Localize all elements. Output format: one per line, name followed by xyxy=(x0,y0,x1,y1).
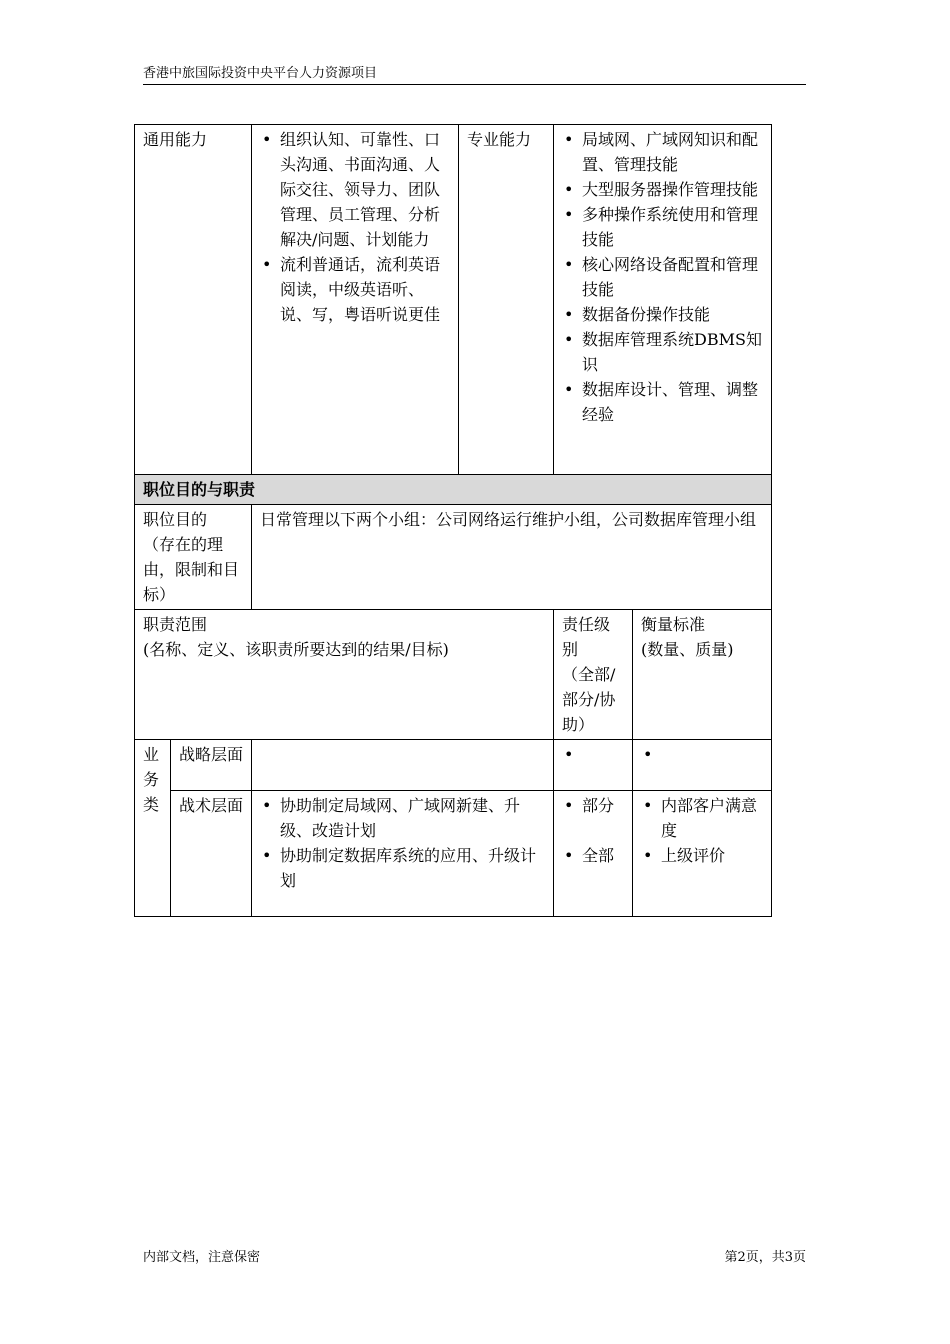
professional-ability-item: • 核心网络设备配置和管理技能 xyxy=(562,252,763,302)
footer-confidential: 内部文档，注意保密 xyxy=(143,1250,261,1265)
measure-standard-header xyxy=(633,610,772,740)
strategic-measure xyxy=(633,740,772,791)
strategic-level xyxy=(554,740,633,791)
business-category: 业务类 xyxy=(135,740,171,917)
responsibility-level-note: （全部/部分/协助） xyxy=(562,665,616,734)
purpose-label: 职位目的 xyxy=(143,510,208,529)
tactical-label: 战术层面 xyxy=(171,791,252,917)
measure-standard-title: 衡量标准 xyxy=(641,615,706,634)
duty-scope-header xyxy=(135,610,554,740)
tactical-measure-item: • 内部客户满意度 xyxy=(641,793,763,843)
professional-ability-item: • 多种操作系统使用和管理技能 xyxy=(562,202,763,252)
tactical-row xyxy=(135,791,772,917)
header-title: 香港中旅国际投资中央平台人力资源项目 xyxy=(143,66,378,81)
tactical-level xyxy=(554,791,633,917)
strategic-label: 战略层面 xyxy=(171,740,252,791)
footer-page-number: 第2页，共3页 xyxy=(724,1250,806,1265)
duty-header-row xyxy=(135,610,772,740)
professional-ability-cell xyxy=(554,125,772,475)
general-ability-cell xyxy=(252,125,459,475)
tactical-content xyxy=(252,791,554,917)
strategic-row xyxy=(135,740,772,791)
purpose-label-cell xyxy=(135,505,252,610)
general-ability-item: • 流利普通话，流利英语阅读，中级英语听、说、写，粤语听说更佳 xyxy=(260,252,450,327)
tactical-level-item: • 部分 xyxy=(562,793,624,818)
section-title: 职位目的与职责 xyxy=(135,475,772,505)
measure-standard-note: (数量、质量) xyxy=(641,640,734,659)
duty-scope-note: (名称、定义、该职责所要达到的结果/目标) xyxy=(143,640,449,659)
purpose-row xyxy=(135,505,772,610)
responsibility-level-header xyxy=(554,610,633,740)
competency-row xyxy=(135,125,772,475)
tactical-item: • 协助制定数据库系统的应用、升级计划 xyxy=(260,843,545,893)
job-description-table xyxy=(134,124,772,917)
general-ability-list xyxy=(260,127,450,327)
section-row xyxy=(135,475,772,505)
duty-scope-title: 职责范围 xyxy=(143,615,208,634)
purpose-label-note: （存在的理由，限制和目标） xyxy=(143,535,240,604)
professional-ability-item: • 大型服务器操作管理技能 xyxy=(562,177,763,202)
professional-ability-item: • 局域网、广域网知识和配置、管理技能 xyxy=(562,127,763,177)
strategic-content xyxy=(252,740,554,791)
responsibility-level-title: 责任级别 xyxy=(562,615,611,659)
tactical-item: • 协助制定局域网、广域网新建、升级、改造计划 xyxy=(260,793,545,843)
professional-ability-label: 专业能力 xyxy=(459,125,554,475)
professional-ability-list xyxy=(562,127,763,427)
professional-ability-item: • 数据库设计、管理、调整经验 xyxy=(562,377,763,427)
tactical-measure-item: • 上级评价 xyxy=(641,843,763,868)
professional-ability-item: • 数据备份操作技能 xyxy=(562,302,763,327)
general-ability-item: • 组织认知、可靠性、口头沟通、书面沟通、人际交往、领导力、团队管理、员工管理、分析解决/问题、计划能力 xyxy=(260,127,450,252)
general-ability-label: 通用能力 xyxy=(135,125,252,475)
page-header xyxy=(143,64,806,85)
tactical-level-item: • 全部 xyxy=(562,843,624,868)
purpose-text: 日常管理以下两个小组：公司网络运行维护小组，公司数据库管理小组 xyxy=(252,505,772,610)
professional-ability-item: • 数据库管理系统DBMS知识 xyxy=(562,327,763,377)
tactical-measure xyxy=(633,791,772,917)
